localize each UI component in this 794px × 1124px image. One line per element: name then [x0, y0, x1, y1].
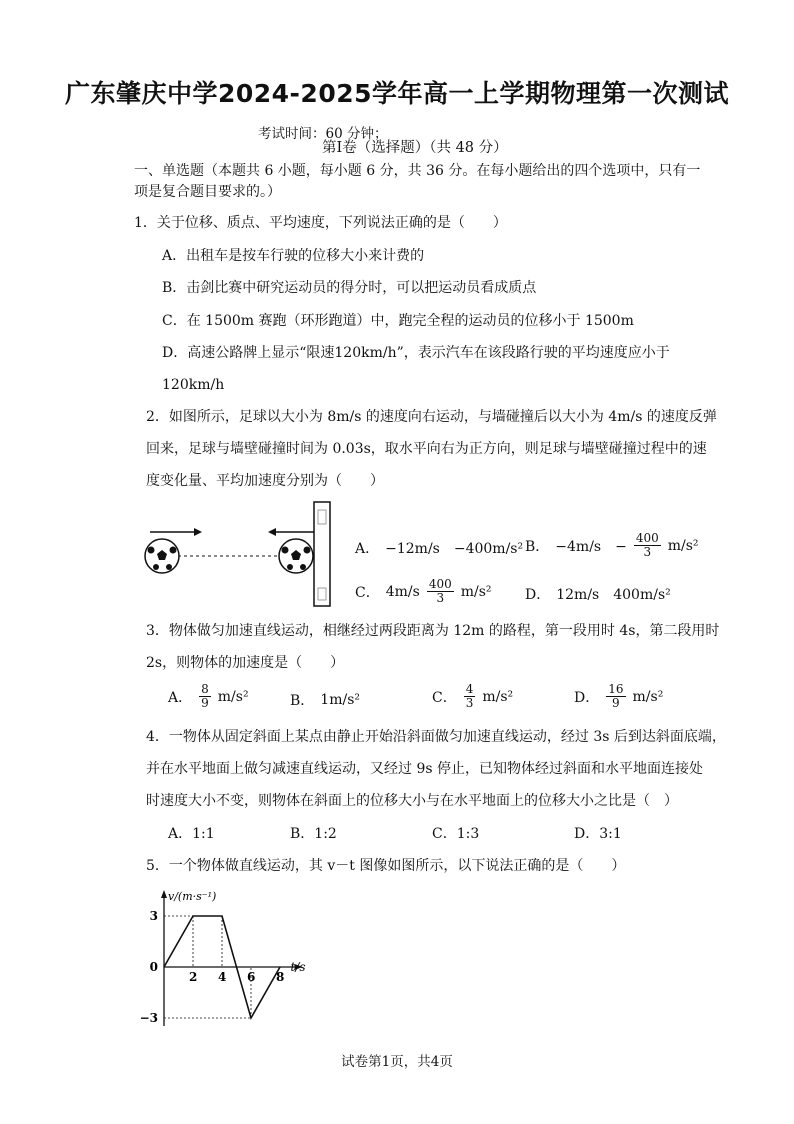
q4-stem-1: 4．一物体从固定斜面上某点由静止开始沿斜面做匀加速直线运动，经过 3s 后到达斜面底端，: [146, 729, 726, 745]
y-tick-label: −3: [140, 1011, 158, 1025]
q1-option-a: A．出租车是按车行驶的位移大小来计费的: [162, 248, 425, 264]
y-tick-label: 3: [149, 909, 158, 923]
x-tick-label: 6: [247, 970, 256, 984]
exam-time: 考试时间：60 分钟；: [258, 126, 388, 142]
q2-stem-2: 回来，足球与墙壁碰撞时间为 0.03s，取水平向右为正方向，则足球与墙壁碰撞过程中的速: [146, 441, 707, 457]
q3-option-b: B． 1m/s²: [290, 692, 360, 709]
section-instructions-1: 一、单选题（本题共 6 小题，每小题 6 分，共 36 分。在每小题给出的四个选项中，只有一: [134, 163, 701, 179]
x-axis-label: t/s: [290, 960, 306, 974]
q4-option-d: D．3:1: [574, 826, 622, 842]
q1-option-b: B．击剑比赛中研究运动员的得分时，可以把运动员看成质点: [162, 280, 537, 296]
q3-stem-1: 3．物体做匀加速直线运动，相继经过两段距离为 12m 的路程，第一段用时 4s，第二段用时: [146, 623, 720, 639]
y-tick-label: 0: [149, 960, 158, 974]
page-title: 广东肇庆中学2024-2025学年高一上学期物理第一次测试: [64, 79, 730, 108]
q3-option-a: A． $\frac{8}{9}$ m/s²: [168, 682, 249, 710]
ball-wall-figure: [138, 500, 338, 610]
q3-stem-2: 2s，则物体的加速度是（ ）: [146, 655, 345, 671]
q2-option-d: D． 12m/s 400m/s²: [525, 587, 671, 603]
q3-option-c: C． $\frac{4}{3}$ m/s²: [432, 682, 514, 710]
soccer-ball-right-icon: [279, 539, 313, 573]
soccer-ball-left-icon: [145, 539, 179, 573]
q1-option-d: D．高速公路牌上显示“限速120km/h”，表示汽车在该段路行驶的平均速度应小于: [162, 345, 670, 361]
section-instructions-2: 项是复合题目要求的。）: [134, 184, 281, 200]
volume-heading: 第Ⅰ卷（选择题）（共 48 分）: [322, 140, 508, 156]
q4-stem-3: 时速度大小不变，则物体在斜面上的位移大小与在水平地面上的位移大小之比是（ ）: [146, 793, 678, 809]
y-axis-arrow: [161, 890, 167, 898]
q1-option-d-cont: 120km/h: [162, 377, 225, 393]
q2-option-b: B． −4m/s − $\frac{400}{3}$ m/s²: [525, 531, 699, 559]
q1-option-c: C．在 1500m 赛跑（环形跑道）中，跑完全程的运动员的位移小于 1500m: [162, 313, 634, 329]
wall-icon: [314, 502, 330, 606]
q1-stem: 1．关于位移、质点、平均速度，下列说法正确的是（ ）: [134, 215, 507, 231]
page-footer: 试卷第1页，共4页: [341, 1054, 453, 1070]
q4-option-b: B．1:2: [290, 826, 337, 842]
x-tick-label: 8: [276, 970, 285, 984]
x-tick-label: 4: [218, 970, 227, 984]
vt-graph: [140, 884, 330, 1029]
q2-option-c: C． 4m/s $\frac{400}{3}$ m/s²: [355, 577, 492, 605]
q4-option-a: A．1:1: [168, 826, 215, 842]
y-axis-label: v/(m·s⁻¹): [168, 890, 217, 903]
x-tick-label: 2: [189, 970, 198, 984]
q5-stem: 5．一个物体做直线运动，其 v－t 图像如图所示，以下说法正确的是（ ）: [146, 858, 626, 874]
q2-option-a: A． −12m/s −400m/s²: [355, 541, 524, 557]
q3-option-d: D． $\frac{16}{9}$ m/s²: [574, 682, 664, 710]
q4-option-c: C．1:3: [432, 826, 480, 842]
q2-stem-3: 度变化量、平均加速度分别为（ ）: [146, 473, 384, 489]
q4-stem-2: 并在水平地面上做匀减速直线运动，又经过 9s 停止，已知物体经过斜面和水平地面连接处: [146, 761, 703, 777]
q2-stem-1: 2．如图所示，足球以大小为 8m/s 的速度向右运动，与墙碰撞后以大小为 4m/s 的速度反弹: [146, 409, 717, 425]
